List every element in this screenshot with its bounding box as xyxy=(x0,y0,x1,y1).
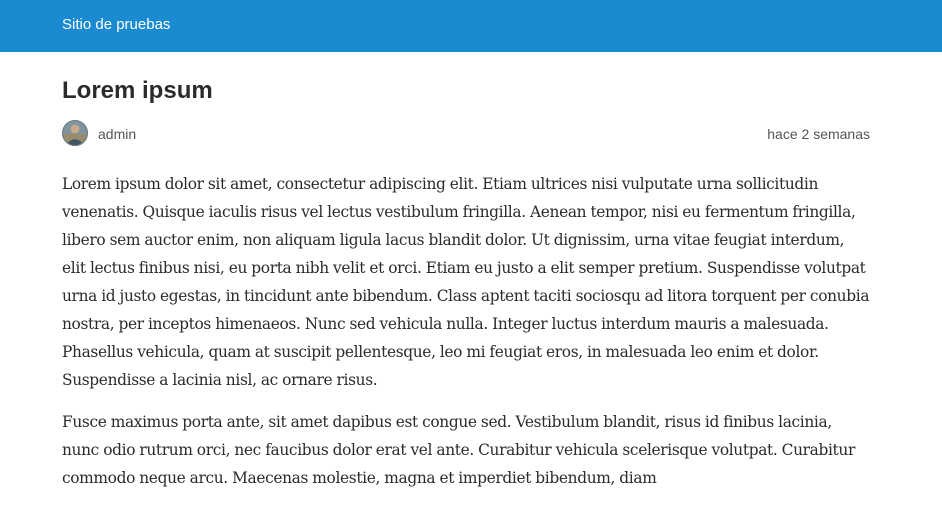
post-title: Lorem ipsum xyxy=(62,77,213,104)
post-paragraph: Lorem ipsum dolor sit amet, consectetur adipiscing elit. Etiam ultrices nisi vulputate urna sollicitudin venenatis. Quisque iaculis risus vel lectus vestibulum fringilla. Aenean tempor, nisi eu fermentum fringilla, libero sem auctor enim, non aliquam ligula lacus blandit dolor. Ut dignissim, urna vitae feugiat interdum, elit lectus finibus nisi, eu porta nibh velit et orci. Etiam eu justo a elit semper pretium. Suspendisse volutpat urna id justo egestas, in tincidunt ante bibendum. Class aptent taciti sociosqu ad litora torquent per conubia nostra, per inceptos himenaeos. Nunc sed vehicula nulla. Integer luctus interdum mauris a malesuada. Phasellus vehicula, quam at suscipit pellentesque, leo mi feugiat eros, in malesuada leo enim et dolor. Suspendisse a lacinia nisl, ac ornare risus. xyxy=(62,175,870,389)
post-content xyxy=(62,170,870,506)
user-avatar-icon xyxy=(62,120,88,146)
post-author[interactable]: admin xyxy=(98,126,137,142)
site-title-link[interactable]: Sitio de pruebas xyxy=(62,16,171,33)
post-time: hace 2 semanas xyxy=(767,126,870,142)
site-header xyxy=(0,0,942,52)
post-paragraph: Fusce maximus porta ante, sit amet dapibus est congue sed. Vestibulum blandit, risus id finibus lacinia, nunc odio rutrum orci, nec faucibus dolor erat vel ante. Curabitur vehicula scelerisque volutpat. Curabitur commodo neque arcu. Maecenas molestie, magna et imperdiet bibendum, diam xyxy=(62,413,855,487)
author-avatar[interactable] xyxy=(62,120,88,146)
